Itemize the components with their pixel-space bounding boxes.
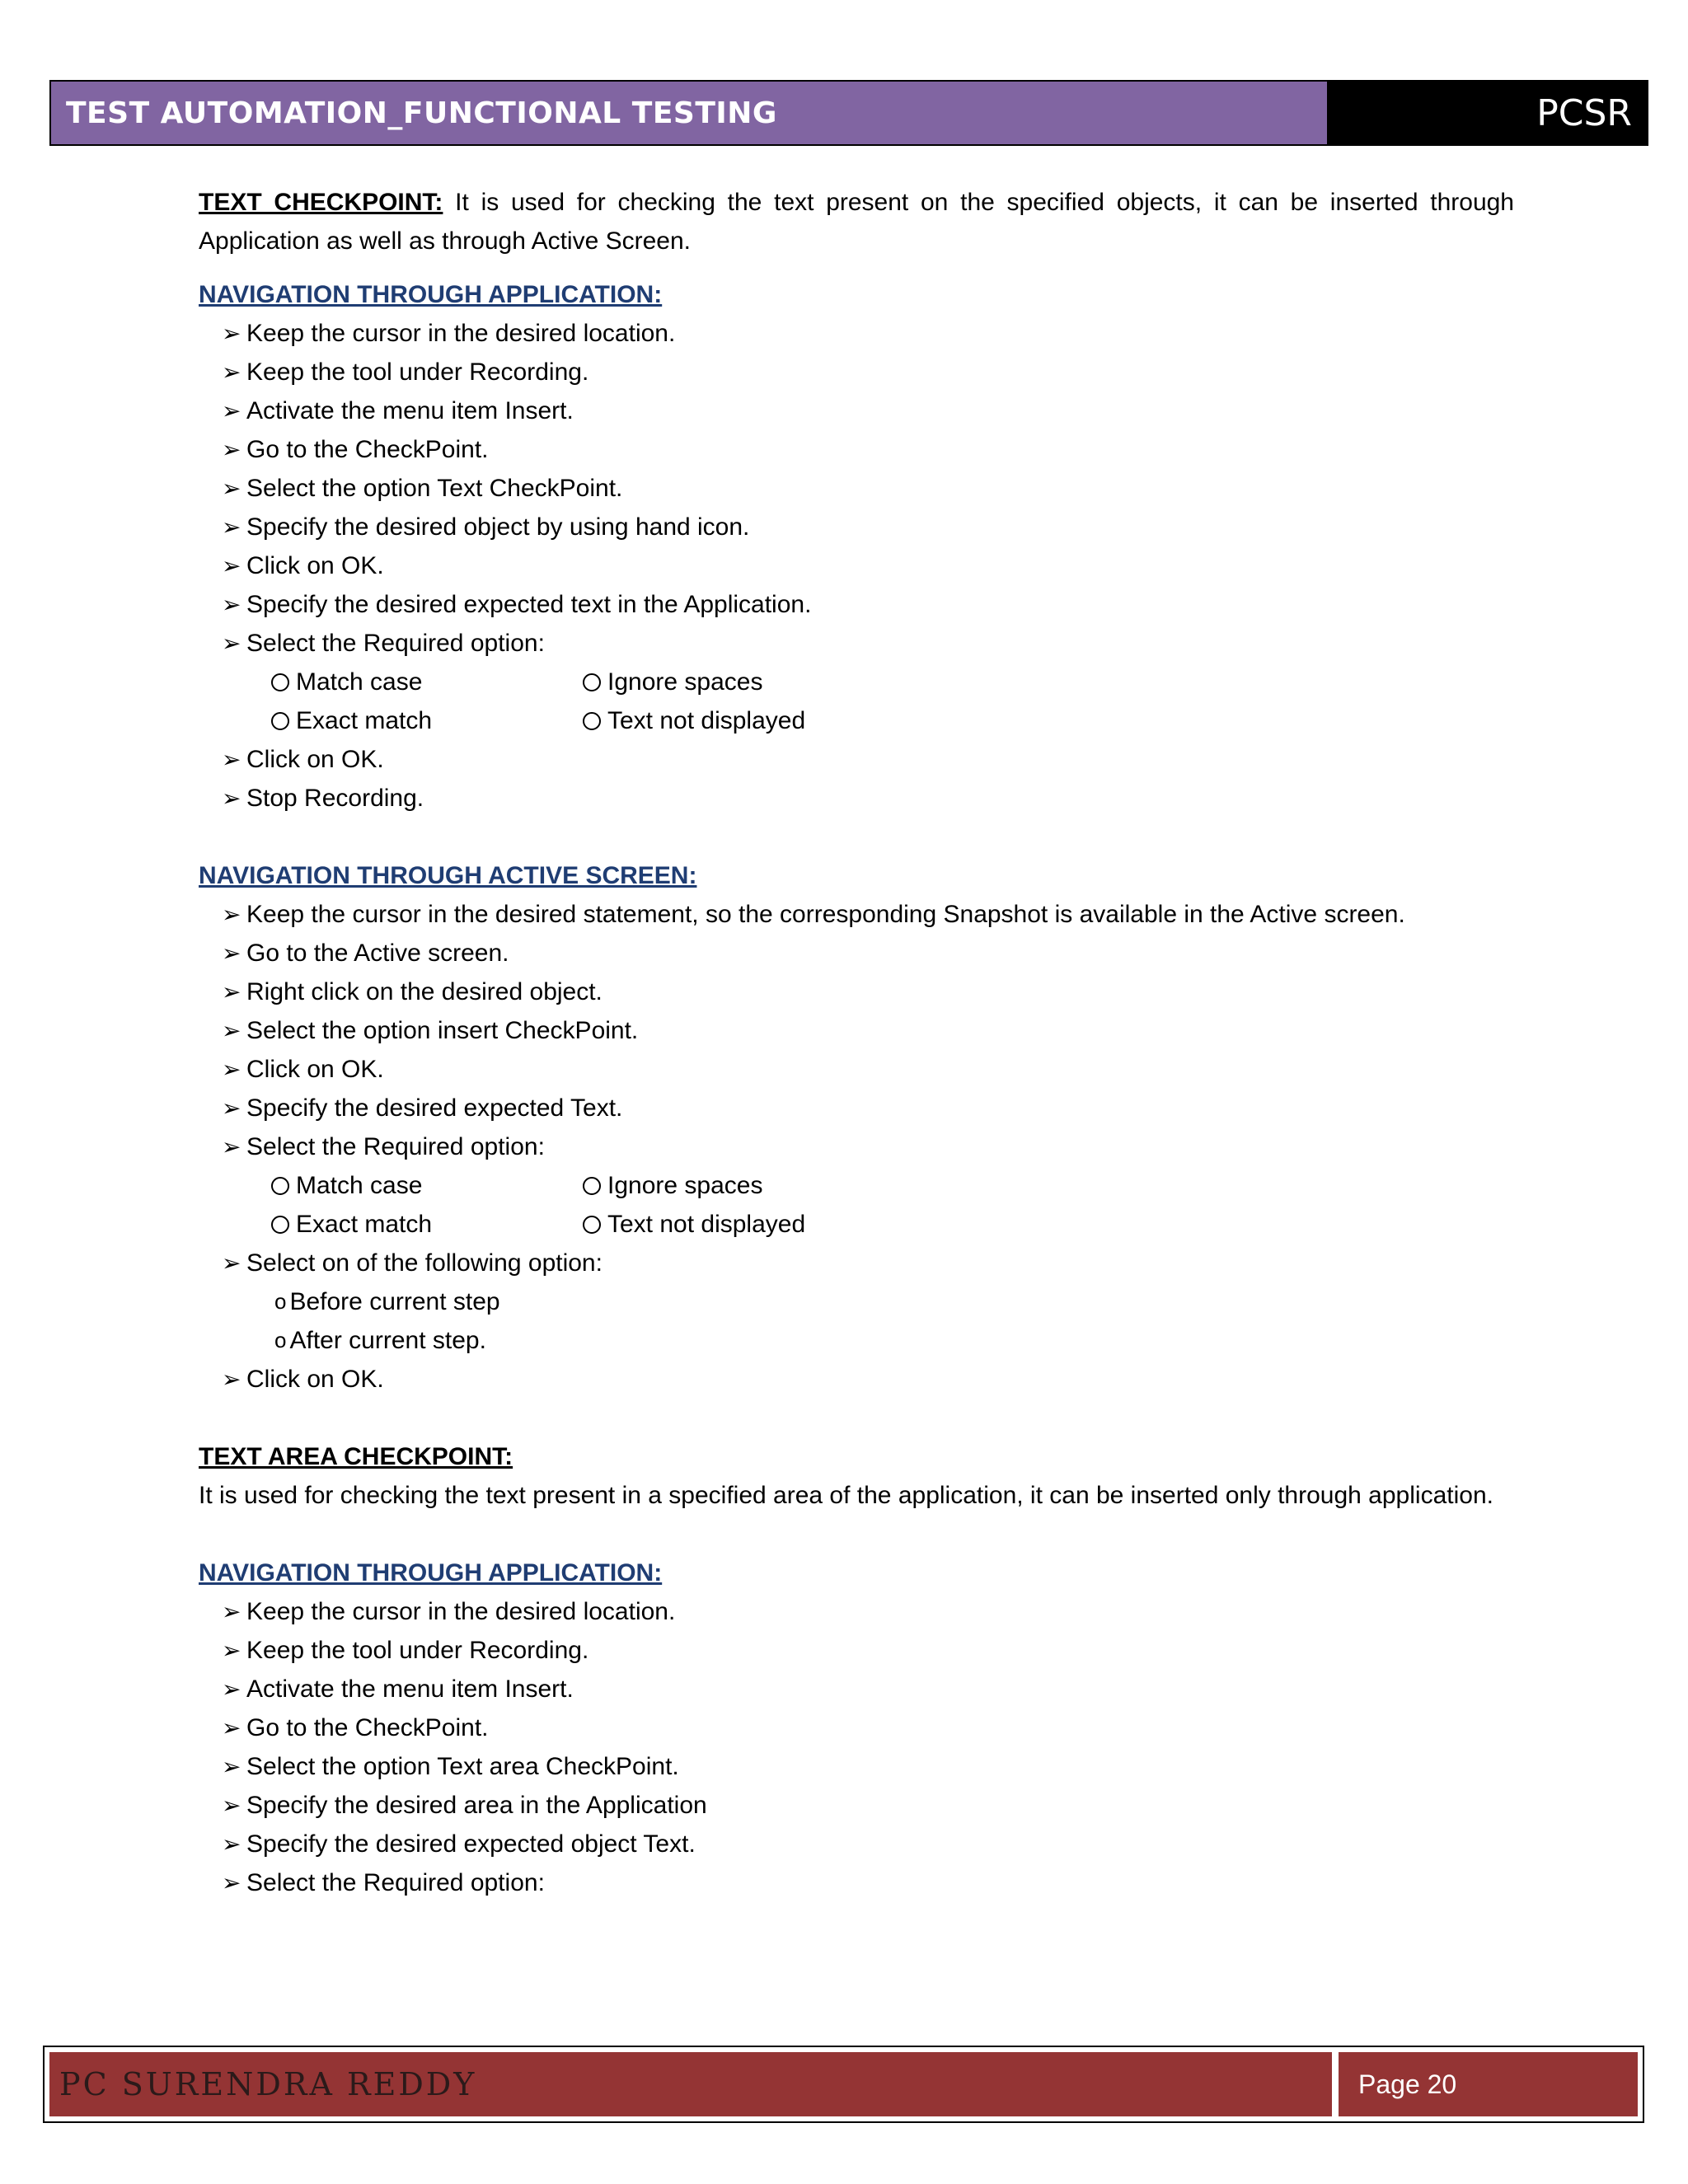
list-item: ➢ Go to the CheckPoint. — [222, 430, 1514, 469]
radio-circle-icon — [271, 673, 289, 691]
steps-list — [199, 895, 1514, 1166]
text-area-paragraph: It is used for checking the text present in a specified area of the application, it can be inserted only through application. — [199, 1482, 1493, 1509]
radio-circle-icon — [271, 1216, 289, 1234]
options-grid — [199, 1166, 1514, 1244]
page-content — [199, 183, 1514, 1902]
list-item: ➢ Select the Required option: — [222, 624, 1514, 663]
list-item: ➢ Select the Required option: — [222, 1863, 1514, 1902]
list-item: ➢ Click on OK. — [222, 1360, 1514, 1399]
sub-option-before: o Before current step — [274, 1282, 1514, 1321]
list-item: ➢ Click on OK. — [222, 1050, 1514, 1089]
radio-circle-icon — [583, 1177, 601, 1195]
steps-list — [199, 1360, 1514, 1399]
arrow-bullet-icon: ➢ — [222, 747, 241, 772]
steps-list — [199, 314, 1514, 663]
steps-list — [199, 1244, 1514, 1282]
page-footer — [43, 2046, 1644, 2123]
arrow-bullet-icon: ➢ — [222, 1599, 241, 1624]
list-item: ➢ Keep the cursor in the desired location. — [222, 314, 1514, 353]
header-title: TEST AUTOMATION_FUNCTIONAL TESTING — [51, 82, 1327, 144]
options-grid — [199, 663, 1514, 740]
circle-bullet-icon: o — [274, 1289, 287, 1314]
list-item: ➢ Click on OK. — [222, 740, 1514, 779]
list-item: ➢ Keep the cursor in the desired location. — [222, 1592, 1514, 1631]
arrow-bullet-icon: ➢ — [222, 1831, 241, 1857]
arrow-bullet-icon: ➢ — [222, 553, 241, 579]
sub-option-after: o After current step. — [274, 1321, 1514, 1360]
list-item: ➢ Right click on the desired object. — [222, 972, 1514, 1011]
option-text-not-displayed: Text not displayed — [583, 701, 896, 740]
radio-circle-icon — [271, 1177, 289, 1195]
radio-circle-icon — [271, 712, 289, 730]
option-exact-match: Exact match — [271, 701, 583, 740]
steps-list — [199, 740, 1514, 818]
list-item: ➢ Specify the desired expected Text. — [222, 1089, 1514, 1127]
arrow-bullet-icon: ➢ — [222, 1638, 241, 1663]
arrow-bullet-icon: ➢ — [222, 979, 241, 1005]
arrow-bullet-icon: ➢ — [222, 1715, 241, 1741]
list-item: ➢ Specify the desired object by using hand icon. — [222, 508, 1514, 546]
arrow-bullet-icon: ➢ — [222, 630, 241, 656]
list-item: ➢ Select the Required option: — [222, 1127, 1514, 1166]
option-exact-match: Exact match — [271, 1205, 583, 1244]
list-item: ➢ Keep the tool under Recording. — [222, 1631, 1514, 1670]
arrow-bullet-icon: ➢ — [222, 1676, 241, 1702]
list-item: ➢ Activate the menu item Insert. — [222, 391, 1514, 430]
arrow-bullet-icon: ➢ — [222, 785, 241, 811]
arrow-bullet-icon: ➢ — [222, 359, 241, 385]
page-header — [49, 80, 1648, 146]
radio-circle-icon — [583, 712, 601, 730]
list-item: ➢ Select the option insert CheckPoint. — [222, 1011, 1514, 1050]
circle-bullet-icon: o — [274, 1328, 287, 1352]
section-heading-application: NAVIGATION THROUGH APPLICATION: — [199, 281, 663, 308]
arrow-bullet-icon: ➢ — [222, 1366, 241, 1392]
list-item: ➢ Go to the Active screen. — [222, 934, 1514, 972]
list-item: ➢ Specify the desired area in the Application — [222, 1786, 1514, 1825]
radio-circle-icon — [583, 1216, 601, 1234]
page-number: Page 20 — [1339, 2052, 1638, 2116]
section-heading-active-screen: NAVIGATION THROUGH ACTIVE SCREEN: — [199, 862, 697, 889]
option-match-case: Match case — [271, 1166, 583, 1205]
text-area-checkpoint-term: TEXT AREA CHECKPOINT: — [199, 1443, 513, 1470]
arrow-bullet-icon: ➢ — [222, 1095, 241, 1121]
option-match-case: Match case — [271, 663, 583, 701]
radio-circle-icon — [583, 673, 601, 691]
arrow-bullet-icon: ➢ — [222, 514, 241, 540]
steps-list — [199, 1592, 1514, 1902]
sub-options-list — [199, 1282, 1514, 1360]
list-item: ➢ Keep the tool under Recording. — [222, 353, 1514, 391]
arrow-bullet-icon: ➢ — [222, 592, 241, 617]
arrow-bullet-icon: ➢ — [222, 476, 241, 501]
list-item: ➢ Specify the desired expected object Text. — [222, 1825, 1514, 1863]
list-item: ➢ Select on of the following option: — [222, 1244, 1514, 1282]
intro-paragraph — [199, 183, 1514, 260]
arrow-bullet-icon: ➢ — [222, 398, 241, 424]
list-item: ➢ Select the option Text area CheckPoint. — [222, 1747, 1514, 1786]
list-item: ➢ Keep the cursor in the desired statement, so the corresponding Snapshot is available in the Active screen. — [222, 895, 1514, 934]
footer-author: PC SURENDRA REDDY — [49, 2052, 1332, 2116]
arrow-bullet-icon: ➢ — [222, 1754, 241, 1779]
header-brand: PCSR — [1327, 82, 1647, 144]
list-item: ➢ Stop Recording. — [222, 779, 1514, 818]
list-item: ➢ Specify the desired expected text in the Application. — [222, 585, 1514, 624]
arrow-bullet-icon: ➢ — [222, 1250, 241, 1276]
arrow-bullet-icon: ➢ — [222, 1870, 241, 1896]
option-ignore-spaces: Ignore spaces — [583, 1166, 896, 1205]
arrow-bullet-icon: ➢ — [222, 1018, 241, 1043]
arrow-bullet-icon: ➢ — [222, 1134, 241, 1160]
arrow-bullet-icon: ➢ — [222, 902, 241, 927]
list-item: ➢ Select the option Text CheckPoint. — [222, 469, 1514, 508]
list-item: ➢ Click on OK. — [222, 546, 1514, 585]
option-ignore-spaces: Ignore spaces — [583, 663, 896, 701]
arrow-bullet-icon: ➢ — [222, 321, 241, 346]
list-item: ➢ Activate the menu item Insert. — [222, 1670, 1514, 1708]
intro-text: It is used for checking the text present on the specified objects, it can be inserted through Application as well as through Active Screen. — [199, 189, 1514, 255]
arrow-bullet-icon: ➢ — [222, 1793, 241, 1818]
arrow-bullet-icon: ➢ — [222, 437, 241, 462]
arrow-bullet-icon: ➢ — [222, 1057, 241, 1082]
list-item: ➢ Go to the CheckPoint. — [222, 1708, 1514, 1747]
arrow-bullet-icon: ➢ — [222, 940, 241, 966]
text-checkpoint-term: TEXT CHECKPOINT: — [199, 189, 443, 216]
section-heading-application-2: NAVIGATION THROUGH APPLICATION: — [199, 1559, 663, 1586]
option-text-not-displayed: Text not displayed — [583, 1205, 896, 1244]
